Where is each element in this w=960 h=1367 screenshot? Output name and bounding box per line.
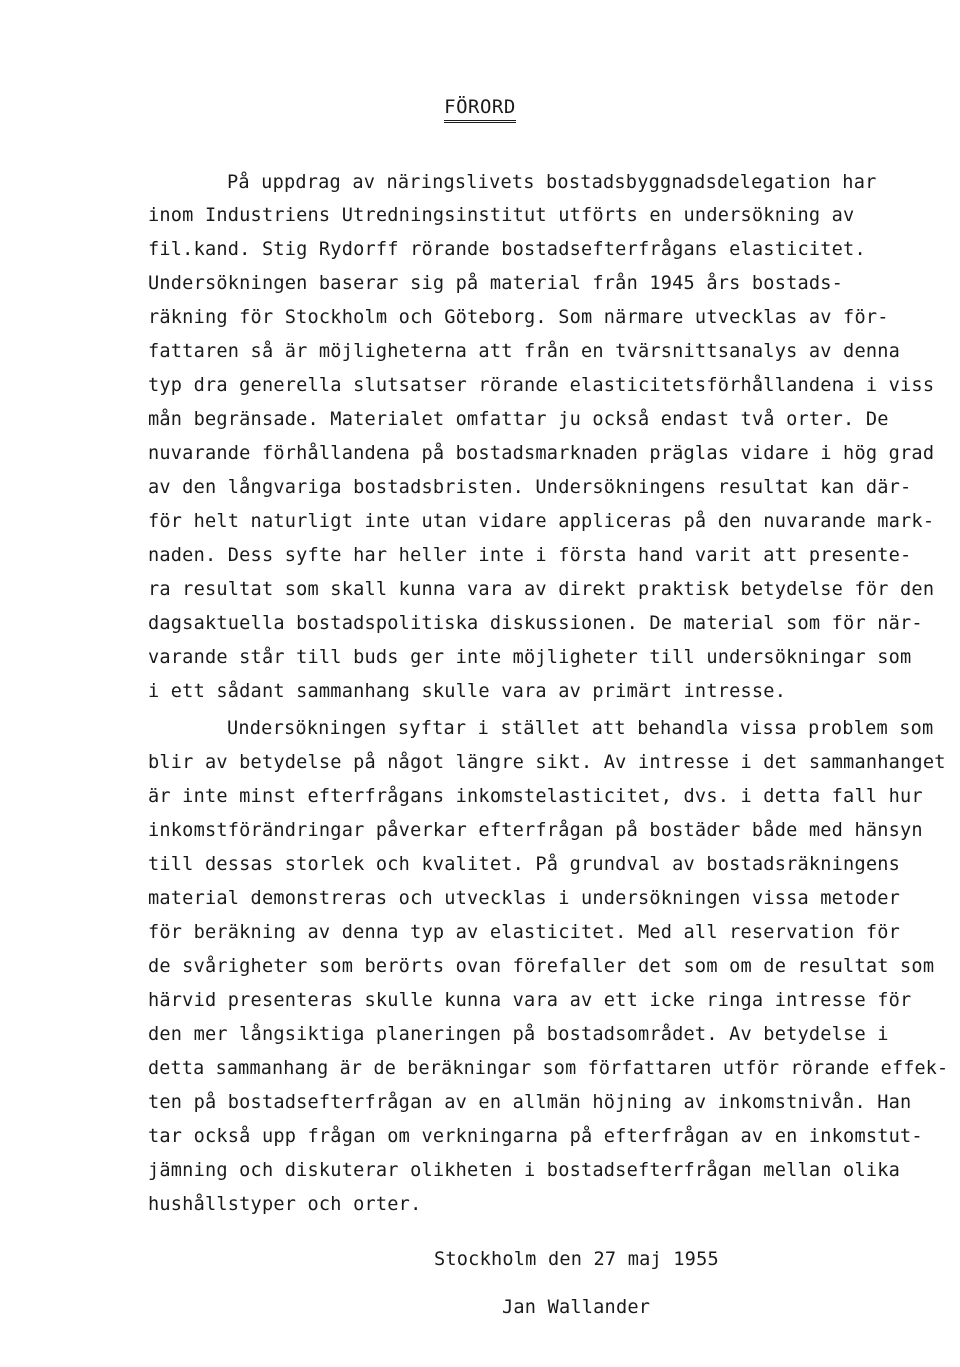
paragraph-1-line-7: typ dra generella slutsatser rörande elasticitetsförhållandena i viss [148,375,935,396]
signature-name: Jan Wallander [502,1297,651,1318]
paragraph-1-line-3: fil.kand. Stig Rydorff rörande bostadsefterfrågans elasticitet. [148,239,866,260]
paragraph-1-line-8: mån begränsade. Materialet omfattar ju också endast två orter. De [148,409,889,430]
paragraph-1-line-4: Undersökningen baserar sig på material från 1945 års bostads- [148,273,844,294]
paragraph-1-line-12: naden. Dess syfte har heller inte i första hand varit att presente- [148,545,912,566]
place-date: Stockholm den 27 maj 1955 [434,1249,719,1270]
paragraph-2-line-4: inkomstförändringar påverkar efterfrågan på bostäder både med hänsyn [148,820,923,841]
paragraph-1-line-16: i ett sådant sammanhang skulle vara av primärt intresse. [148,681,787,702]
paragraph-1-line-11: för helt naturligt inte utan vidare appliceras på den nuvarande mark- [148,511,935,532]
paragraph-2-line-14: jämning och diskuterar olikheten i bostadsefterfrågan mellan olika [148,1160,901,1181]
paragraph-1-line-1: På uppdrag av näringslivets bostadsbyggnadsdelegation har [227,172,877,193]
paragraph-1-line-5: räkning för Stockholm och Göteborg. Som närmare utvecklas av för- [148,307,889,328]
paragraph-2-line-15: hushållstyper och orter. [148,1194,422,1215]
paragraph-2-line-2: blir av betydelse på något längre sikt. Av intresse i det sammanhanget [148,752,946,773]
page-heading [0,96,960,123]
paragraph-2-line-11: detta sammanhang är de beräkningar som författaren utför rörande effek- [148,1058,949,1079]
paragraph-2-line-12: ten på bostadsefterfrågan av en allmän höjning av inkomstnivån. Han [148,1092,912,1113]
paragraph-2-line-7: för beräkning av denna typ av elasticitet. Med all reservation för [148,922,901,943]
paragraph-1-line-2: inom Industriens Utredningsinstitut utförts en undersökning av [148,205,855,226]
paragraph-1-line-6: fattaren så är möjligheterna att från en tvärsnittsanalys av denna [148,341,901,362]
paragraph-2-line-10: den mer långsiktiga planeringen på bostadsområdet. Av betydelse i [148,1024,889,1045]
paragraph-1-line-9: nuvarande förhållandena på bostadsmarknaden präglas vidare i hög grad [148,443,935,464]
heading-text: FÖRORD [444,96,516,123]
paragraph-2-line-13: tar också upp frågan om verkningarna på efterfrågan av en inkomstut- [148,1126,923,1147]
paragraph-1-line-13: ra resultat som skall kunna vara av direkt praktisk betydelse för den [148,579,935,600]
paragraph-2-line-8: de svårigheter som berörts ovan förefaller det som om de resultat som [148,956,935,977]
paragraph-2-line-6: material demonstreras och utvecklas i undersökningen vissa metoder [148,888,901,909]
paragraph-1-line-14: dagsaktuella bostadspolitiska diskussionen. De material som för när- [148,613,923,634]
paragraph-2-line-9: härvid presenteras skulle kunna vara av ett icke ringa intresse för [148,990,912,1011]
paragraph-2-line-3: är inte minst efterfrågans inkomstelasticitet, dvs. i detta fall hur [148,786,923,807]
paragraph-1-line-10: av den långvariga bostadsbristen. Undersökningens resultat kan där- [148,477,912,498]
paragraph-2-line-1: Undersökningen syftar i stället att behandla vissa problem som [227,718,934,739]
paragraph-2-line-5: till dessas storlek och kvalitet. På grundval av bostadsräkningens [148,854,901,875]
paragraph-1-line-15: varande står till buds ger inte möjligheter till undersökningar som [148,647,912,668]
